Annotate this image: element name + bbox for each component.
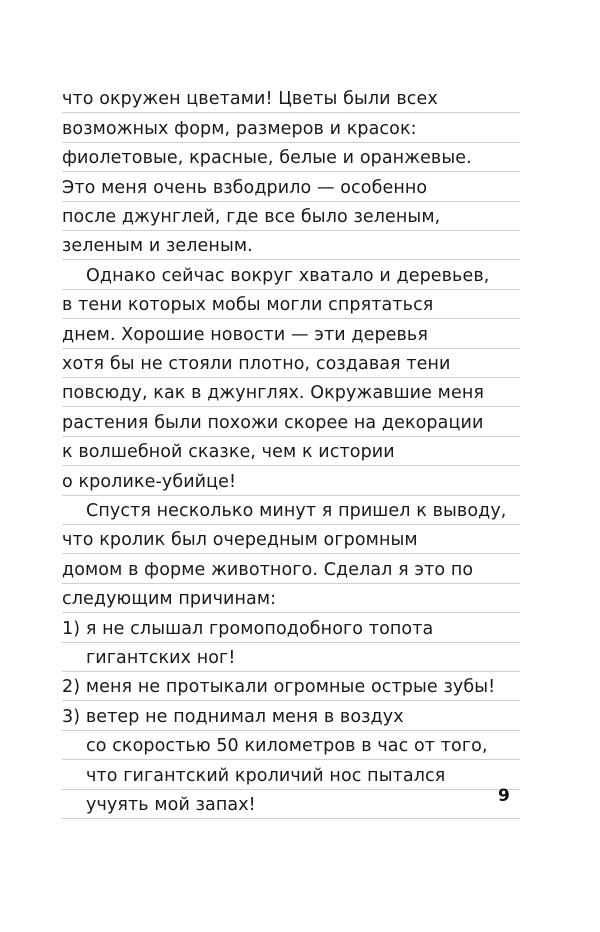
line-text: фиолетовые, красные, белые и оранжевые. bbox=[62, 148, 472, 169]
line-text: Однако сейчас вокруг хватало и деревьев, bbox=[86, 265, 490, 286]
line-text: 1) я не слышал громоподобного топота bbox=[62, 618, 434, 639]
line-text: о кролике-убийце! bbox=[62, 471, 237, 492]
line-text: 3) ветер не поднимал меня в воздух bbox=[62, 706, 404, 727]
text-line bbox=[62, 378, 520, 407]
line-text: в тени которых мобы могли спрятаться bbox=[62, 295, 434, 316]
line-text: возможных форм, размеров и красок: bbox=[62, 118, 417, 139]
text-line bbox=[62, 84, 520, 113]
text-line bbox=[62, 202, 520, 231]
line-text: Спустя несколько минут я пришел к выводу, bbox=[86, 500, 507, 521]
line-text: растения были похожи скорее на декорации bbox=[62, 412, 484, 433]
text-line bbox=[62, 172, 520, 201]
text-line bbox=[62, 319, 520, 348]
text-line bbox=[62, 525, 520, 554]
text-line bbox=[62, 231, 520, 260]
line-text: зеленым и зеленым. bbox=[62, 236, 253, 257]
list-item-line bbox=[62, 790, 520, 819]
list-item-line bbox=[62, 672, 520, 701]
text-line bbox=[62, 349, 520, 378]
line-text: что гигантский кроличий нос пытался bbox=[86, 765, 446, 786]
line-text: Это меня очень взбодрило — особенно bbox=[62, 177, 428, 198]
line-text: со скоростью 50 километров в час от того, bbox=[86, 736, 488, 757]
text-line bbox=[62, 437, 520, 466]
list-item-line bbox=[62, 731, 520, 760]
line-text: следующим причинам: bbox=[62, 589, 277, 610]
list-item-line bbox=[62, 643, 520, 672]
text-line bbox=[62, 407, 520, 436]
line-text: гигантских ног! bbox=[86, 647, 236, 668]
text-line bbox=[62, 290, 520, 319]
text-line bbox=[62, 113, 520, 142]
line-text: к волшебной сказке, чем к истории bbox=[62, 442, 395, 463]
line-text: учуять мой запах! bbox=[86, 794, 256, 815]
line-text: хотя бы не стояли плотно, создавая тени bbox=[62, 353, 451, 374]
list-item-line bbox=[62, 760, 520, 789]
line-text: домом в форме животного. Сделал я это по bbox=[62, 559, 474, 580]
line-text: 2) меня не протыкали огромные острые зубы! bbox=[62, 677, 496, 698]
page-number: 9 bbox=[498, 786, 510, 806]
text-line bbox=[62, 466, 520, 495]
text-line bbox=[62, 496, 520, 525]
text-line bbox=[62, 584, 520, 613]
line-text: после джунглей, где все было зеленым, bbox=[62, 206, 441, 227]
line-text: что окружен цветами! Цветы были всех bbox=[62, 89, 438, 110]
list-item-line bbox=[62, 613, 520, 642]
list-item-line bbox=[62, 701, 520, 730]
line-text: днем. Хорошие новости — эти деревья bbox=[62, 324, 428, 345]
text-line bbox=[62, 554, 520, 583]
text-line bbox=[62, 260, 520, 289]
text-line bbox=[62, 143, 520, 172]
line-text: что кролик был очередным огромным bbox=[62, 530, 418, 551]
line-text: повсюду, как в джунглях. Окружавшие меня bbox=[62, 383, 485, 404]
